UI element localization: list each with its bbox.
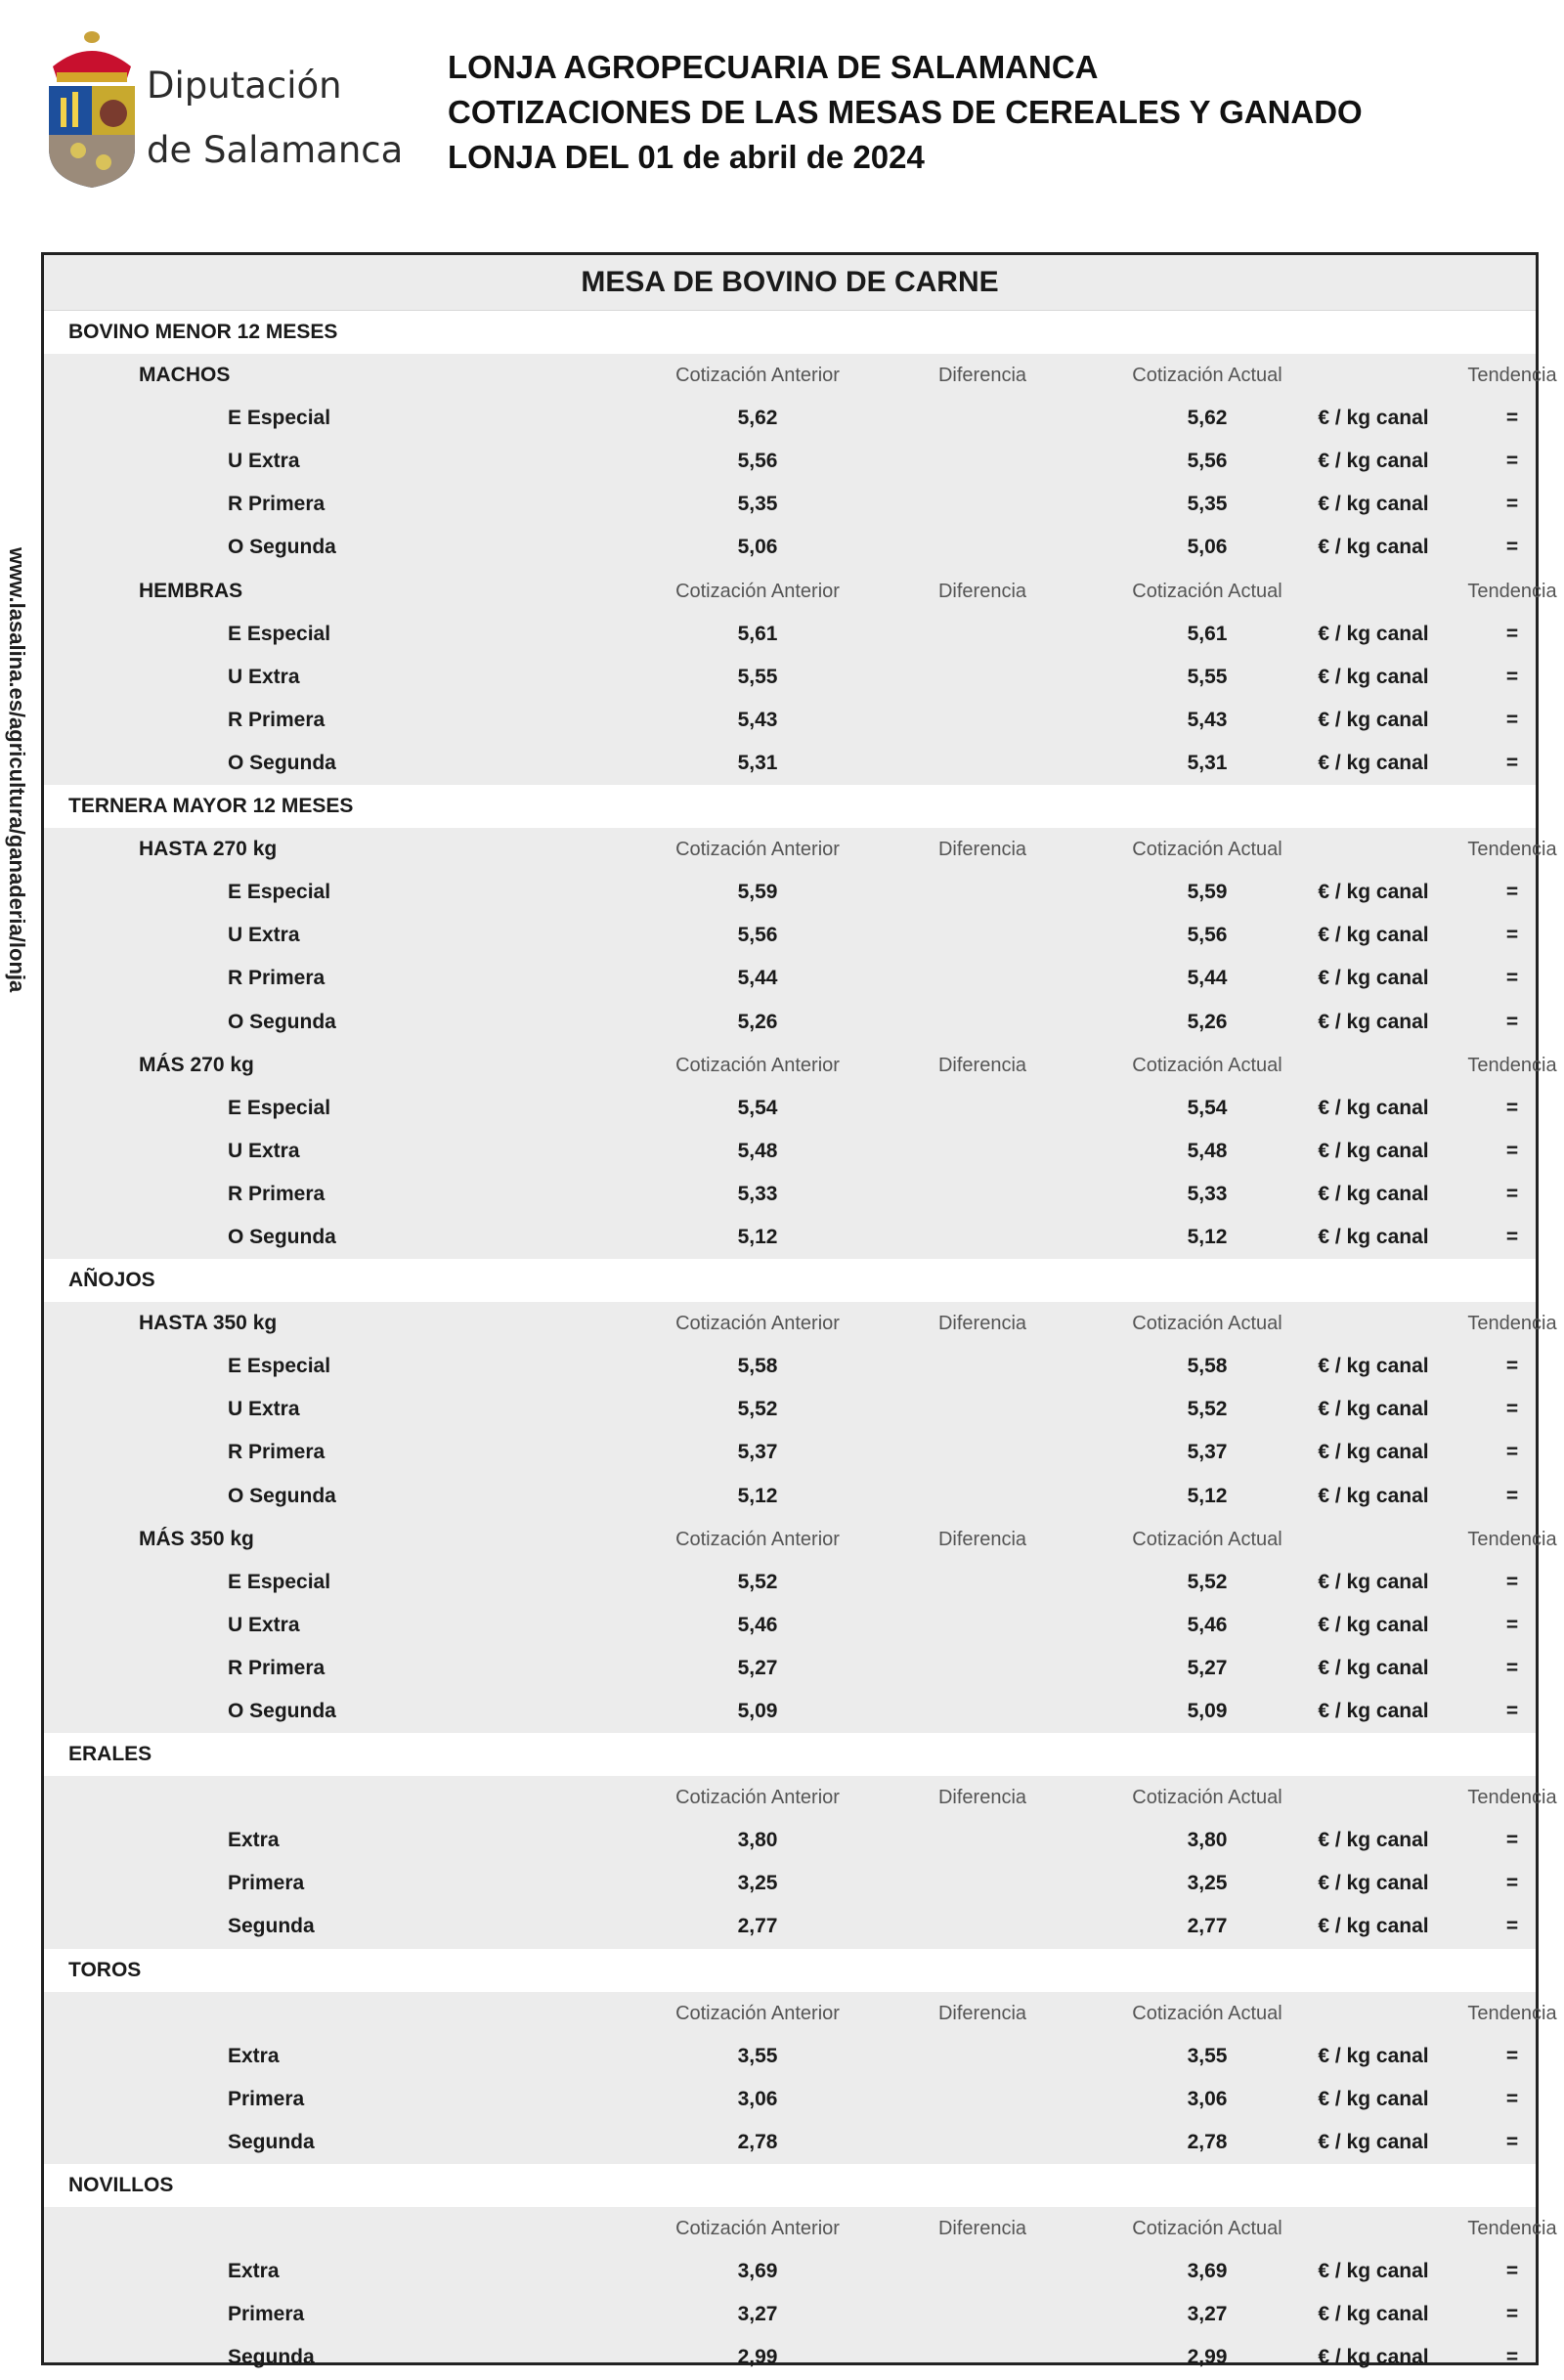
prev-price: 5,52: [737, 1570, 778, 1593]
prev-price: 5,62: [737, 407, 778, 430]
current-price: 3,80: [1187, 1829, 1228, 1852]
prev-price: 5,31: [737, 751, 778, 774]
item-label: R Primera: [228, 708, 326, 731]
header-diff: Diferencia: [937, 1313, 1027, 1335]
current-price: 5,48: [1187, 1139, 1228, 1162]
item-label: U Extra: [228, 450, 300, 473]
prev-price: 5,27: [737, 1656, 778, 1679]
current-price: 5,59: [1187, 881, 1228, 904]
current-price: 2,99: [1187, 2346, 1228, 2369]
current-price: 5,26: [1187, 1010, 1228, 1033]
document-header: [448, 45, 1363, 180]
table-row: [44, 1905, 1536, 1948]
unit-label: € / kg canal: [1318, 1872, 1429, 1895]
prev-price: 3,06: [737, 2087, 778, 2110]
table-row: [44, 1216, 1536, 1259]
header-prev: Cotización Anterior: [675, 1054, 840, 1076]
current-price: 5,55: [1187, 665, 1228, 688]
current-price: 5,56: [1187, 450, 1228, 473]
section-row: [44, 785, 1536, 828]
group-label: MÁS 270 kg: [139, 1053, 254, 1076]
table-row: [44, 742, 1536, 785]
trend-value: =: [1505, 536, 1519, 559]
table-row: [44, 871, 1536, 914]
header-trend: Tendencia: [1467, 1528, 1557, 1550]
item-label: Segunda: [228, 2346, 315, 2369]
header-curr: Cotización Actual: [1132, 839, 1282, 861]
table-row: [44, 1173, 1536, 1216]
unit-label: € / kg canal: [1318, 2130, 1429, 2153]
current-price: 5,58: [1187, 1355, 1228, 1378]
current-price: 3,25: [1187, 1872, 1228, 1895]
group-label: MÁS 350 kg: [139, 1527, 254, 1550]
table-row: [44, 2035, 1536, 2078]
item-label: Primera: [228, 1872, 305, 1895]
item-label: U Extra: [228, 1139, 300, 1162]
prev-price: 5,58: [737, 1355, 778, 1378]
prev-price: 2,78: [737, 2130, 778, 2153]
section-label: NOVILLOS: [68, 2174, 174, 2197]
current-price: 3,06: [1187, 2087, 1228, 2110]
trend-value: =: [1505, 1139, 1519, 1162]
header-prev: Cotización Anterior: [675, 839, 840, 861]
table-row: [44, 957, 1536, 1000]
prev-price: 3,25: [737, 1872, 778, 1895]
item-label: Extra: [228, 1829, 280, 1852]
table-row: [44, 1130, 1536, 1173]
section-label: TERNERA MAYOR 12 MESES: [68, 795, 354, 818]
current-price: 5,54: [1187, 1096, 1228, 1119]
table-row: [44, 440, 1536, 483]
unit-label: € / kg canal: [1318, 1613, 1429, 1636]
header-diff: Diferencia: [937, 1528, 1027, 1550]
table-row: [44, 526, 1536, 569]
table-row: [44, 1388, 1536, 1431]
header-prev: Cotización Anterior: [675, 2002, 840, 2024]
table-row: [44, 914, 1536, 957]
unit-label: € / kg canal: [1318, 2346, 1429, 2369]
header-curr: Cotización Actual: [1132, 1787, 1282, 1809]
prev-price: 5,37: [737, 1441, 778, 1464]
header-trend: Tendencia: [1467, 1313, 1557, 1335]
current-price: 3,69: [1187, 2260, 1228, 2283]
current-price: 5,56: [1187, 924, 1228, 947]
header-curr: Cotización Actual: [1132, 1313, 1282, 1335]
item-label: E Especial: [228, 622, 331, 645]
section-row: [44, 1259, 1536, 1302]
header-diff: Diferencia: [937, 365, 1027, 387]
table-row: [44, 2336, 1536, 2379]
current-price: 5,62: [1187, 407, 1228, 430]
table-row: [44, 2078, 1536, 2121]
trend-value: =: [1505, 967, 1519, 990]
prev-price: 5,35: [737, 493, 778, 516]
header-prev: Cotización Anterior: [675, 365, 840, 387]
header-trend: Tendencia: [1467, 839, 1557, 861]
table-row: [44, 1087, 1536, 1130]
header-prev: Cotización Anterior: [675, 580, 840, 602]
unit-label: € / kg canal: [1318, 1182, 1429, 1205]
logo-line2: de Salamanca: [147, 129, 404, 171]
table-row: [44, 483, 1536, 526]
trend-value: =: [1505, 1872, 1519, 1895]
current-price: 3,55: [1187, 2044, 1228, 2067]
logo-line1: Diputación: [147, 65, 342, 107]
unit-label: € / kg canal: [1318, 450, 1429, 473]
trend-value: =: [1505, 2260, 1519, 2283]
trend-value: =: [1505, 708, 1519, 731]
unit-label: € / kg canal: [1318, 2087, 1429, 2110]
header-trend: Tendencia: [1467, 1787, 1557, 1809]
prev-price: 5,56: [737, 450, 778, 473]
table-row: [44, 656, 1536, 699]
prev-price: 2,77: [737, 1915, 778, 1938]
header-diff: Diferencia: [937, 1787, 1027, 1809]
header-line3: LONJA DEL 01 de abril de 2024: [448, 139, 925, 175]
item-label: R Primera: [228, 1182, 326, 1205]
unit-label: € / kg canal: [1318, 1355, 1429, 1378]
header-prev: Cotización Anterior: [675, 1528, 840, 1550]
prev-price: 5,61: [737, 622, 778, 645]
prev-price: 3,80: [737, 1829, 778, 1852]
header-curr: Cotización Actual: [1132, 365, 1282, 387]
item-label: R Primera: [228, 493, 326, 516]
header-diff: Diferencia: [937, 580, 1027, 602]
section-row: [44, 311, 1536, 354]
group-label: HASTA 350 kg: [139, 1312, 278, 1335]
trend-value: =: [1505, 1570, 1519, 1593]
current-price: 5,35: [1187, 493, 1228, 516]
trend-value: =: [1505, 2130, 1519, 2153]
item-label: Extra: [228, 2260, 280, 2283]
item-label: O Segunda: [228, 1484, 336, 1507]
item-label: U Extra: [228, 1398, 300, 1421]
header-curr: Cotización Actual: [1132, 2002, 1282, 2024]
unit-label: € / kg canal: [1318, 751, 1429, 774]
current-price: 5,46: [1187, 1613, 1228, 1636]
unit-label: € / kg canal: [1318, 1398, 1429, 1421]
item-label: Segunda: [228, 2130, 315, 2153]
item-label: E Especial: [228, 407, 331, 430]
header-trend: Tendencia: [1467, 1054, 1557, 1076]
trend-value: =: [1505, 1829, 1519, 1852]
section-label: TOROS: [68, 1958, 142, 1981]
trend-value: =: [1505, 1915, 1519, 1938]
section-row: [44, 2164, 1536, 2207]
item-label: O Segunda: [228, 1225, 336, 1248]
group-header-row: [44, 1302, 1557, 1345]
trend-value: =: [1505, 1182, 1519, 1205]
unit-label: € / kg canal: [1318, 1829, 1429, 1852]
header-curr: Cotización Actual: [1132, 580, 1282, 602]
unit-label: € / kg canal: [1318, 2044, 1429, 2067]
prev-price: 5,43: [737, 708, 778, 731]
table-row: [44, 699, 1536, 742]
unit-label: € / kg canal: [1318, 1096, 1429, 1119]
table-row: [44, 397, 1536, 440]
unit-label: € / kg canal: [1318, 665, 1429, 688]
current-price: 5,52: [1187, 1398, 1228, 1421]
trend-value: =: [1505, 493, 1519, 516]
table-row: [44, 1431, 1536, 1474]
trend-value: =: [1505, 1096, 1519, 1119]
trend-value: =: [1505, 407, 1519, 430]
unit-label: € / kg canal: [1318, 622, 1429, 645]
trend-value: =: [1505, 450, 1519, 473]
trend-value: =: [1505, 1656, 1519, 1679]
group-header-row: [44, 1776, 1557, 1819]
unit-label: € / kg canal: [1318, 1139, 1429, 1162]
table-row: [44, 1345, 1536, 1388]
table-row: [44, 1475, 1536, 1518]
header-prev: Cotización Anterior: [675, 1787, 840, 1809]
prev-price: 3,69: [737, 2260, 778, 2283]
group-header-row: [44, 570, 1557, 613]
group-header-row: [44, 354, 1557, 397]
trend-value: =: [1505, 2303, 1519, 2326]
prev-price: 3,55: [737, 2044, 778, 2067]
current-price: 5,12: [1187, 1484, 1228, 1507]
section-label: ERALES: [68, 1743, 152, 1766]
group-label: HEMBRAS: [139, 579, 243, 602]
group-label: MACHOS: [139, 364, 231, 387]
prev-price: 5,55: [737, 665, 778, 688]
prev-price: 3,27: [737, 2303, 778, 2326]
trend-value: =: [1505, 1010, 1519, 1033]
item-label: U Extra: [228, 665, 300, 688]
table-row: [44, 1001, 1536, 1044]
diputacion-logo: [43, 23, 404, 190]
header-trend: Tendencia: [1467, 2218, 1557, 2240]
item-label: E Especial: [228, 1355, 331, 1378]
header-curr: Cotización Actual: [1132, 1054, 1282, 1076]
trend-value: =: [1505, 1613, 1519, 1636]
unit-label: € / kg canal: [1318, 1484, 1429, 1507]
trend-value: =: [1505, 2346, 1519, 2369]
unit-label: € / kg canal: [1318, 407, 1429, 430]
unit-label: € / kg canal: [1318, 1570, 1429, 1593]
table-row: [44, 2250, 1536, 2293]
header-diff: Diferencia: [937, 2218, 1027, 2240]
unit-label: € / kg canal: [1318, 1700, 1429, 1722]
header-diff: Diferencia: [937, 839, 1027, 861]
section-label: BOVINO MENOR 12 MESES: [68, 321, 338, 343]
group-header-row: [44, 828, 1557, 871]
current-price: 5,61: [1187, 622, 1228, 645]
current-price: 3,27: [1187, 2303, 1228, 2326]
table-row: [44, 1561, 1536, 1604]
item-label: R Primera: [228, 967, 326, 990]
current-price: 5,31: [1187, 751, 1228, 774]
prev-price: 5,52: [737, 1398, 778, 1421]
coat-of-arms-icon: [43, 23, 141, 190]
prev-price: 5,09: [737, 1700, 778, 1722]
unit-label: € / kg canal: [1318, 967, 1429, 990]
prev-price: 5,44: [737, 967, 778, 990]
header-line1: LONJA AGROPECUARIA DE SALAMANCA: [448, 49, 1099, 85]
trend-value: =: [1505, 1441, 1519, 1464]
current-price: 5,44: [1187, 967, 1228, 990]
item-label: Primera: [228, 2087, 305, 2110]
item-label: R Primera: [228, 1656, 326, 1679]
prev-price: 5,46: [737, 1613, 778, 1636]
trend-value: =: [1505, 622, 1519, 645]
item-label: R Primera: [228, 1441, 326, 1464]
prev-price: 5,48: [737, 1139, 778, 1162]
side-website-text: www.lasalina.es/agricultura/ganaderia/lonja: [5, 547, 29, 993]
prev-price: 5,06: [737, 536, 778, 559]
current-price: 5,52: [1187, 1570, 1228, 1593]
unit-label: € / kg canal: [1318, 708, 1429, 731]
unit-label: € / kg canal: [1318, 1441, 1429, 1464]
item-label: O Segunda: [228, 1010, 336, 1033]
table-row: [44, 1819, 1536, 1862]
prev-price: 5,26: [737, 1010, 778, 1033]
unit-label: € / kg canal: [1318, 1915, 1429, 1938]
current-price: 5,43: [1187, 708, 1228, 731]
header-trend: Tendencia: [1467, 2002, 1557, 2024]
table-row: [44, 2293, 1536, 2336]
section-row: [44, 1733, 1536, 1776]
current-price: 5,09: [1187, 1700, 1228, 1722]
table-row: [44, 1604, 1536, 1647]
item-label: O Segunda: [228, 536, 336, 559]
current-price: 5,06: [1187, 536, 1228, 559]
unit-label: € / kg canal: [1318, 2303, 1429, 2326]
item-label: O Segunda: [228, 1700, 336, 1722]
header-prev: Cotización Anterior: [675, 1313, 840, 1335]
header-curr: Cotización Actual: [1132, 1528, 1282, 1550]
current-price: 2,78: [1187, 2130, 1228, 2153]
trend-value: =: [1505, 2087, 1519, 2110]
current-price: 5,12: [1187, 1225, 1228, 1248]
trend-value: =: [1505, 665, 1519, 688]
prev-price: 5,12: [737, 1484, 778, 1507]
unit-label: € / kg canal: [1318, 2260, 1429, 2283]
table-row: [44, 1647, 1536, 1690]
unit-label: € / kg canal: [1318, 1225, 1429, 1248]
trend-value: =: [1505, 1700, 1519, 1722]
prev-price: 5,56: [737, 924, 778, 947]
header-line2: COTIZACIONES DE LAS MESAS DE CEREALES Y GANADO: [448, 94, 1363, 130]
trend-value: =: [1505, 751, 1519, 774]
header-trend: Tendencia: [1467, 580, 1557, 602]
group-label: HASTA 270 kg: [139, 838, 278, 861]
prev-price: 5,12: [737, 1225, 778, 1248]
item-label: E Especial: [228, 881, 331, 904]
item-label: Primera: [228, 2303, 305, 2326]
prev-price: 5,59: [737, 881, 778, 904]
unit-label: € / kg canal: [1318, 924, 1429, 947]
section-row: [44, 1949, 1536, 1992]
unit-label: € / kg canal: [1318, 536, 1429, 559]
unit-label: € / kg canal: [1318, 881, 1429, 904]
table-title: MESA DE BOVINO DE CARNE: [44, 255, 1536, 311]
item-label: E Especial: [228, 1570, 331, 1593]
unit-label: € / kg canal: [1318, 1656, 1429, 1679]
group-header-row: [44, 1518, 1557, 1561]
group-header-row: [44, 1044, 1557, 1087]
trend-value: =: [1505, 1225, 1519, 1248]
prev-price: 2,99: [737, 2346, 778, 2369]
item-label: U Extra: [228, 924, 300, 947]
price-table: [41, 252, 1557, 2369]
item-label: Segunda: [228, 1915, 315, 1938]
header-curr: Cotización Actual: [1132, 2218, 1282, 2240]
group-header-row: [44, 1992, 1557, 2035]
table-row: [44, 613, 1536, 656]
item-label: U Extra: [228, 1613, 300, 1636]
header-prev: Cotización Anterior: [675, 2218, 840, 2240]
current-price: 2,77: [1187, 1915, 1228, 1938]
group-header-row: [44, 2207, 1557, 2250]
trend-value: =: [1505, 1398, 1519, 1421]
current-price: 5,27: [1187, 1656, 1228, 1679]
prev-price: 5,33: [737, 1182, 778, 1205]
trend-value: =: [1505, 881, 1519, 904]
table-row: [44, 1690, 1536, 1733]
section-label: AÑOJOS: [68, 1269, 155, 1292]
header-trend: Tendencia: [1467, 365, 1557, 387]
header-diff: Diferencia: [937, 1054, 1027, 1076]
header-diff: Diferencia: [937, 2002, 1027, 2024]
trend-value: =: [1505, 924, 1519, 947]
trend-value: =: [1505, 2044, 1519, 2067]
prev-price: 5,54: [737, 1096, 778, 1119]
table-row: [44, 1862, 1536, 1905]
unit-label: € / kg canal: [1318, 1010, 1429, 1033]
table-body: [44, 311, 1557, 2380]
table-row: [44, 2121, 1536, 2164]
unit-label: € / kg canal: [1318, 493, 1429, 516]
trend-value: =: [1505, 1484, 1519, 1507]
current-price: 5,37: [1187, 1441, 1228, 1464]
item-label: Extra: [228, 2044, 280, 2067]
item-label: E Especial: [228, 1096, 331, 1119]
item-label: O Segunda: [228, 751, 336, 774]
trend-value: =: [1505, 1355, 1519, 1378]
current-price: 5,33: [1187, 1182, 1228, 1205]
